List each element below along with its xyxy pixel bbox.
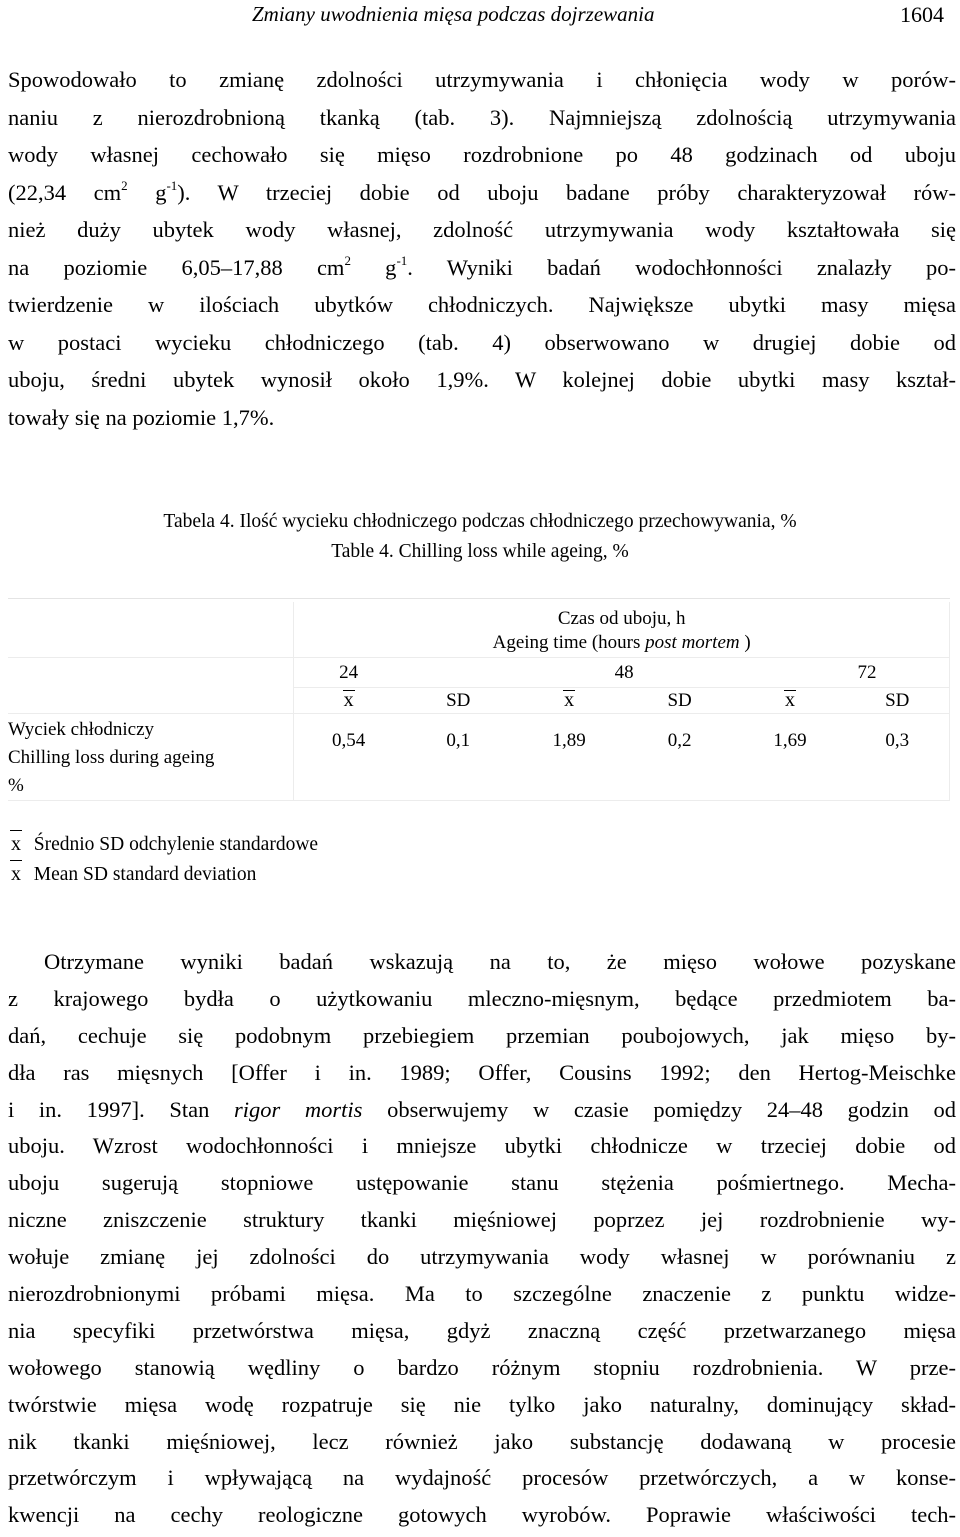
time-48: 48 [514,658,735,688]
text-line: nik tkanki mięśniowej, lecz również jako substancję dodawaną w procesie [8,1428,956,1454]
row-label-line: % [8,775,24,796]
text-line: nież duży ubytek wody własnej, zdolność utrzymywania wody kształtowała się [8,217,956,242]
time-header-en [294,630,950,658]
paragraph-1 [8,61,956,436]
legend-en [8,859,256,890]
time-72: 72 [846,658,950,688]
value-cell: 0,2 [625,714,735,801]
mean-symbol: x [782,689,798,712]
text-line: w postaci wycieku chłodniczego (tab. 4) obserwowano w drugiej dobie od [8,329,956,355]
text-line: kwencji na cechy reologiczne gotowych wyrobów. Poprawie właściwości tech- [8,1502,956,1528]
text-line: uboju sugerują stopniowe ustępowanie stanu stężenia pośmiertnego. Mecha- [8,1170,956,1196]
superscript: -1 [396,252,408,268]
text-fragment: . Wyniki badań wodochłonności znalazły po- [407,254,956,280]
text-line: niczne zniszczenie struktury tkanki mięśniowej poprzez jej rozdrobnienie wy- [8,1207,956,1233]
text-line: dań, cechuje się podobnym przebiegiem przemian poubojowych, jak mięso by- [8,1022,956,1048]
legend-pl [8,829,318,860]
row-label [8,714,294,801]
text-fragment: ) [739,632,751,654]
time-24: 24 [294,658,403,688]
text-line: z krajowego bydła o użytkowaniu mleczno-mięsnym, będące przedmiotem ba- [8,985,956,1011]
running-title: Zmiany uwodnienia mięsa podczas dojrzewania [252,2,655,26]
page-number: 1604 [900,2,944,27]
text-line: uboju. Wzrost wodochłonności i mniejsze ubytki chłodnicze w trzeciej dobie od [8,1133,956,1159]
text-line: wody własnej cechowało się mięso rozdrobnione po 48 godzinach od uboju [8,142,956,167]
text-line [8,1092,956,1129]
text-fragment: g [127,179,167,205]
text-fragment: obserwujemy w czasie pomiędzy 24–48 godzin od [362,1096,957,1122]
value-cell: 0,54 [294,714,403,801]
text-fragment: ). W trzeciej dobie od uboju badane próby charakteryzował rów- [177,179,956,205]
chilling-loss-table [8,598,950,801]
text-line: Spowodowało to zmianę zdolności utrzymywania i chłonięcia wody w porów- [8,67,956,92]
text-line: twierdzenie w ilościach ubytków chłodniczych. Największe ubytki masy mięsa [8,292,956,317]
mean-symbol: x [341,689,357,712]
text-fragment: (22,34 cm [8,179,122,205]
superscript: -1 [166,177,178,193]
text-line: towały się na poziomie 1,7%. [8,404,275,430]
sd-header: SD [403,688,514,714]
text-line: wołowego stanowią wędliny o bardzo różnym stopniu rozdrobnienia. W prze- [8,1354,956,1380]
superscript: 2 [121,177,128,193]
mean-symbol: x [8,829,24,859]
text-line: uboju, średni ubytek wynosił około 1,9%. W kolejnej dobie ubytki masy kształ- [8,367,956,392]
text-fragment-italic: post mortem [645,632,740,654]
sd-header: SD [846,688,950,714]
text-line: dła ras mięsnych [Offer i in. 1989; Offer, Cousins 1992; den Hertog-Meischke [8,1059,956,1085]
value-cell: 0,1 [403,714,514,801]
row-label-line: Chilling loss during ageing [8,747,215,768]
text-line: przetwórczym i wpływającą na wydajność procesów przetwórczych, a w konse- [8,1465,956,1491]
text-line: wołuje zmianę jej zdolności do utrzymywania wody własnej w porównaniu z [8,1244,956,1270]
text-line: twórstwie mięsa wodę rozpatruje się nie tylko jako naturalny, dominujący skład- [8,1391,956,1417]
text-fragment: na poziomie 6,05–17,88 cm [8,254,345,280]
time-header-pl: Czas od uboju, h [294,602,950,630]
text-line [8,174,956,212]
table-caption-en: Table 4. Chilling loss while ageing, % [331,541,629,562]
text-line: Otrzymane wyniki badań wskazują na to, że mięso wołowe pozyskane [44,949,956,974]
legend-text: Średnio SD odchylenie standardowe [33,834,319,855]
text-line: nia specyfiki przetwórstwa mięsa, gdyż znaczną część przetwarzanego mięsa [8,1317,956,1343]
value-cell: 0,3 [846,714,950,801]
sd-header: SD [625,688,735,714]
text-line [8,249,956,287]
legend-text: Mean SD standard deviation [33,864,257,885]
mean-symbol: x [8,859,24,889]
text-line: naniu z nierozdrobnioną tkanką (tab. 3). Najmniejszą zdolnością utrzymywania [8,104,956,130]
text-fragment-italic: rigor mortis [234,1096,363,1122]
table-caption-pl: Tabela 4. Ilość wycieku chłodniczego podczas chłodniczego przechowywania, % [163,511,797,532]
value-cell: 1,69 [735,714,846,801]
text-fragment: i in. 1997]. Stan [8,1096,235,1122]
row-label-line: Wyciek chłodniczy [8,719,155,740]
superscript: 2 [344,252,351,268]
paragraph-2 [8,944,956,1534]
text-line: nierozdrobnionymi próbami mięsa. Ma to szczególne znaczenie z punktu widze- [8,1281,956,1307]
text-fragment: g [350,254,397,280]
mean-symbol: x [561,689,577,712]
text-fragment: Ageing time (hours [492,632,646,654]
value-cell: 1,89 [514,714,625,801]
